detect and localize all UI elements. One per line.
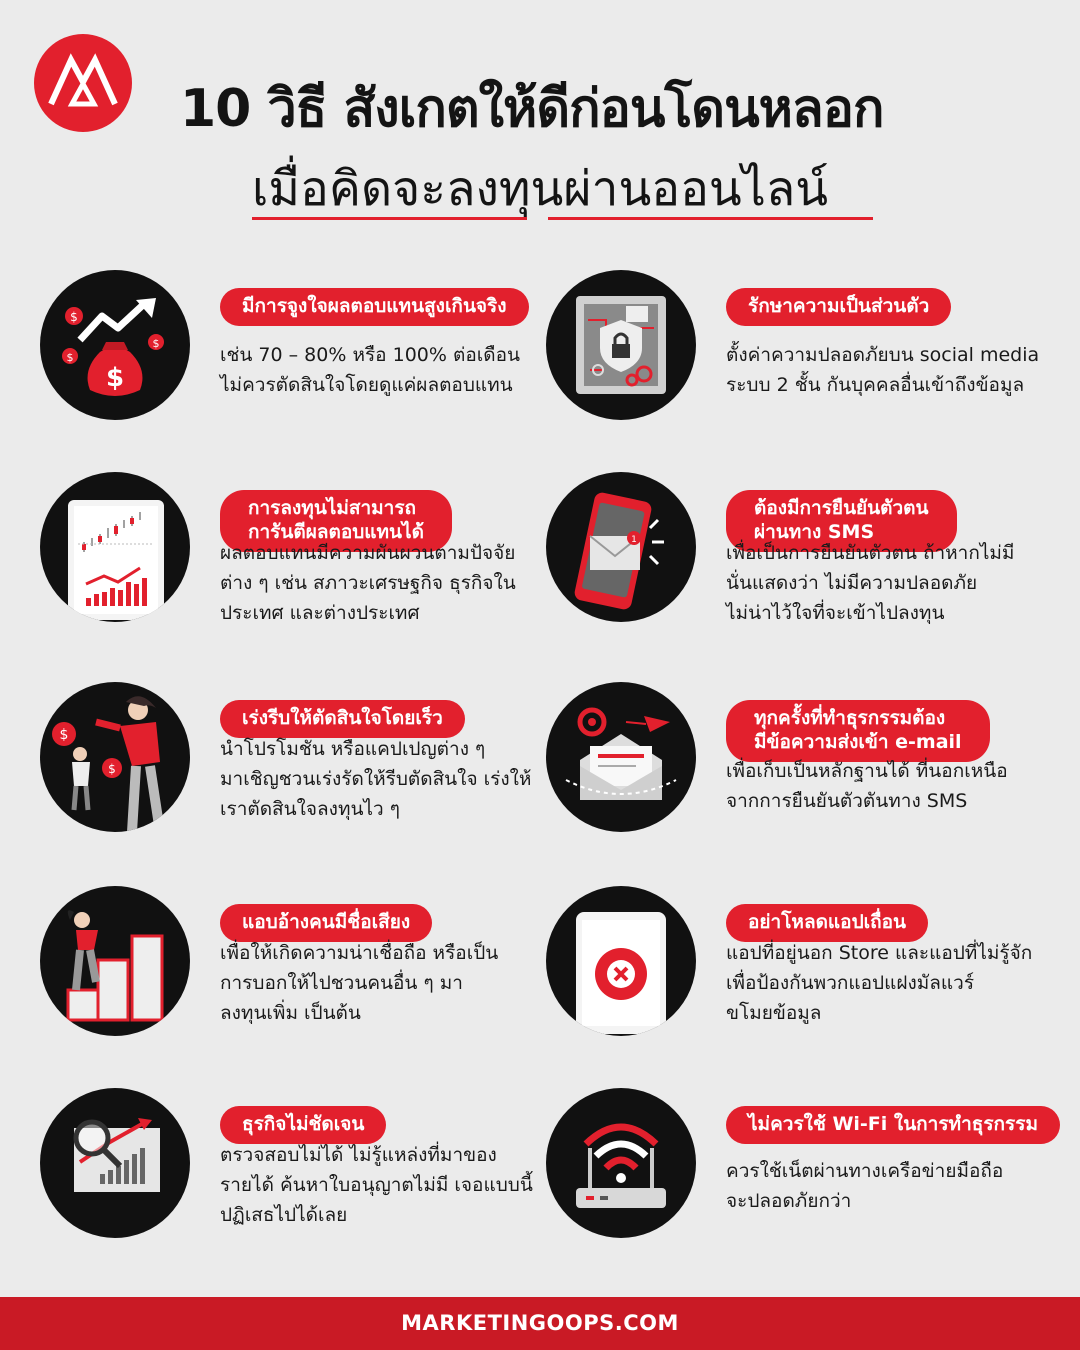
wifi-router-icon xyxy=(546,1088,696,1238)
tip-card-2 xyxy=(546,270,1066,430)
tip-card-6 xyxy=(546,682,1066,842)
svg-text:$: $ xyxy=(105,363,125,393)
security-lock-icon xyxy=(546,270,696,420)
footer-website-link[interactable]: MARKETINGOOPS.COM xyxy=(401,1311,679,1335)
tip-description: ตั้งค่าความปลอดภัยบน social media ระบบ 2 ชั้น กันบุคคลอื่นเข้าถึงข้อมูล xyxy=(726,344,1040,396)
tip-description: แอปที่อยู่นอก Store และแอปที่ไม่รู้จัก เพื่อป้องกันพวกแอปแฝงมัลแวร์ ขโมยข้อมูล xyxy=(726,942,1033,1024)
tip-card-5 xyxy=(40,682,560,842)
tip-description: เพื่อเป็นการยืนยันตัวตน ถ้าหากไม่มี นั่นแสดงว่า ไม่มีความปลอดภัย ไม่น่าไว้ใจที่จะเข้าไปลงทุน xyxy=(726,542,1015,624)
tip-card-9 xyxy=(40,1088,560,1248)
page-subtitle: เมื่อคิดจะลงทุนผ่านออนไลน์ xyxy=(252,161,829,217)
tip-title: การลงทุนไม่สามารถ การันตีผลตอบแทนได้ xyxy=(220,490,452,552)
svg-text:$: $ xyxy=(152,337,160,350)
tip-title: แอบอ้างคนมีชื่อเสียง xyxy=(220,904,432,942)
tip-description: ควรใช้เน็ตผ่านทางเครือข่ายมือถือ จะปลอดภัยกว่า xyxy=(726,1160,1004,1212)
magnifier-chart-icon xyxy=(40,1088,190,1238)
svg-text:$: $ xyxy=(66,351,74,364)
tip-card-7 xyxy=(40,886,560,1046)
tip-title: ธุรกิจไม่ชัดเจน xyxy=(220,1106,386,1144)
tip-title: ต้องมีการยืนยันตัวตน ผ่านทาง SMS xyxy=(726,490,957,552)
tablet-stock-chart-icon xyxy=(40,472,190,622)
tip-description: นำโปรโมชัน หรือแคปเปญต่าง ๆ มาเชิญชวนเร่งรัดให้รีบตัดสินใจ เร่งให้ เราตัดสินใจลงทุนไว ๆ xyxy=(220,738,532,820)
tip-description: เช่น 70 – 80% หรือ 100% ต่อเดือน ไม่ควรตัดสินใจโดยดูแค่ผลตอบแทน xyxy=(220,344,520,396)
tip-title: อย่าโหลดแอปเถื่อน xyxy=(726,904,928,942)
tip-description: เพื่อให้เกิดความน่าเชื่อถือ หรือเป็น การบอกให้ไปชวนคนอื่น ๆ มา ลงทุนเพิ่ม เป็นต้น xyxy=(220,942,499,1024)
subtitle-underline-left xyxy=(252,217,527,220)
money-bag-growth-icon xyxy=(40,270,190,420)
footer-bar xyxy=(0,1297,1080,1350)
svg-text:$: $ xyxy=(70,310,78,324)
tip-card-4 xyxy=(546,472,1066,632)
svg-text:1: 1 xyxy=(631,535,637,545)
email-envelope-icon xyxy=(546,682,696,832)
tip-description: ผลตอบแทนมีความผันผวนตามปัจจัย ต่าง ๆ เช่น สภาวะเศรษฐกิจ ธุรกิจใน ประเทศ และต่างประเทศ xyxy=(220,542,516,624)
brand-logo xyxy=(34,34,132,132)
tip-description: ตรวจสอบไม่ได้ ไม่รู้แหล่งที่มาของ รายได้ ค้นหาใบอนุญาตไม่มี เจอแบบนี้ ปฏิเสธไปได้เลย xyxy=(220,1144,533,1226)
tip-card-10 xyxy=(546,1088,1066,1248)
tip-title: เร่งรีบให้ตัดสินใจโดยเร็ว xyxy=(220,700,465,738)
svg-text:$: $ xyxy=(108,762,116,776)
tip-title: ทุกครั้งที่ทำธุรกรรมต้อง มีข้อความส่งเข้า e-mail xyxy=(726,700,990,762)
tip-title: ไม่ควรใช้ Wi-Fi ในการทำธุรกรรม xyxy=(726,1106,1060,1144)
tip-title: มีการจูงใจผลตอบแทนสูงเกินจริง xyxy=(220,288,529,326)
woman-bar-chart-icon xyxy=(40,886,190,1036)
tip-card-8 xyxy=(546,886,1066,1046)
phone-sms-notification-icon xyxy=(546,472,696,622)
svg-text:$: $ xyxy=(59,727,69,743)
tip-description: เพื่อเก็บเป็นหลักฐานได้ ที่นอกเหนือ จากการยืนยันตัวตันทาง SMS xyxy=(726,760,1008,812)
people-money-rush-icon xyxy=(40,682,190,832)
tip-card-3 xyxy=(40,472,560,632)
page-title: 10 วิธี สังเกตให้ดีก่อนโดนหลอก xyxy=(180,79,884,139)
tip-card-1 xyxy=(40,270,560,430)
tip-title: รักษาความเป็นส่วนตัว xyxy=(726,288,951,326)
subtitle-underline-right xyxy=(548,217,873,220)
tablet-block-app-icon xyxy=(546,886,696,1036)
